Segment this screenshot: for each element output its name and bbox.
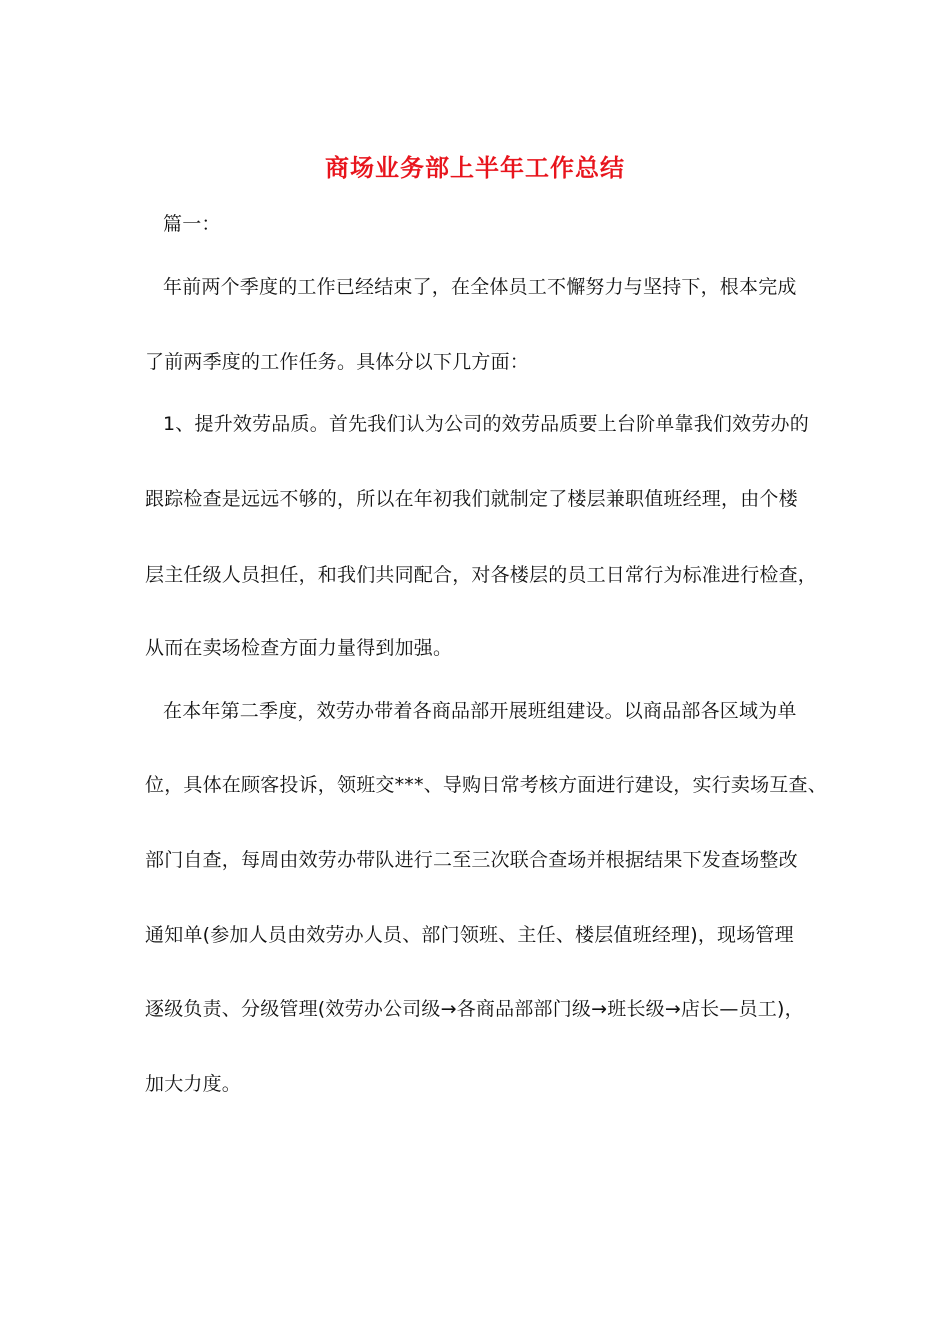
paragraph-line: 部门自查，每周由效劳办带队进行二至三次联合查场并根据结果下发查场整改 [145, 849, 798, 871]
paragraph-line: 年前两个季度的工作已经结束了，在全体员工不懈努力与坚持下，根本完成 [163, 276, 797, 298]
paragraph-line: 跟踪检查是远远不够的，所以在年初我们就制定了楼层兼职值班经理，由个楼 [145, 488, 798, 510]
section-heading: 篇一： [163, 213, 221, 235]
paragraph-line: 层主任级人员担任，和我们共同配合，对各楼层的员工日常行为标准进行检查， [145, 564, 818, 586]
paragraph-line: 通知单(参加人员由效劳办人员、部门领班、主任、楼层值班经理)，现场管理 [145, 924, 794, 946]
paragraph-line: 位，具体在顾客投诉，领班交***、导购日常考核方面进行建设，实行卖场互查、 [145, 774, 827, 796]
paragraph-line: 1、提升效劳品质。首先我们认为公司的效劳品质要上台阶单靠我们效劳办的 [163, 413, 809, 435]
paragraph-line: 了前两季度的工作任务。具体分以下几方面： [145, 351, 530, 373]
paragraph-line: 在本年第二季度，效劳办带着各商品部开展班组建设。以商品部各区域为单 [163, 700, 797, 722]
document-title: 商场业务部上半年工作总结 [325, 154, 625, 182]
paragraph-line: 加大力度。 [145, 1073, 242, 1095]
paragraph-line: 逐级负责、分级管理(效劳办公司级→各商品部部门级→班长级→店长—员工)， [145, 998, 804, 1020]
paragraph-line: 从而在卖场检查方面力量得到加强。 [145, 637, 453, 659]
